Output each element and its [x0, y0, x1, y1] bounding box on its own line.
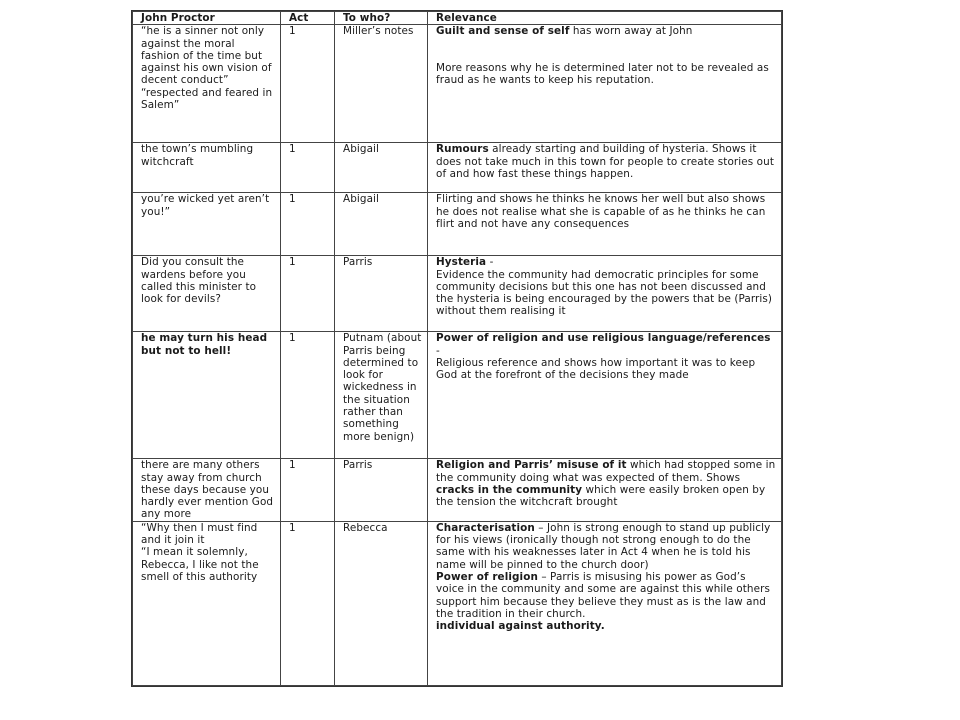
document-page — [131, 10, 783, 687]
act-cell: 1 — [281, 193, 335, 256]
relevance-cell — [428, 193, 782, 256]
relevance-text-2: More reasons why he is determined later not to be revealed as fraud as he wants to keep his reputation. — [436, 61, 769, 86]
act-cell: 1 — [281, 25, 335, 143]
relevance-theme: Guilt and sense of self — [436, 25, 570, 38]
quote-cell — [133, 332, 281, 459]
to-who-cell: Miller’s notes — [335, 25, 428, 143]
table-row — [133, 143, 782, 193]
relevance-text: – John is strong enough to stand up publicly for his views (ironically though not strong enough to do the same with his weaknesses later in Act 4 when he is told his name will be pinned to the church door) — [436, 521, 771, 571]
quote-cell: “he is a sinner not only against the moral fashion of the time but against his own vision of decent conduct” “respected and feared in Salem” — [133, 25, 281, 143]
header-john-proctor: John Proctor — [133, 12, 281, 25]
relevance-theme-2: Power of religion — [436, 570, 538, 583]
relevance-theme: Rumours — [436, 143, 489, 156]
relevance-cell — [428, 143, 782, 193]
relevance-cell — [428, 256, 782, 332]
relevance-theme-3: individual against authority. — [436, 620, 605, 633]
relevance-text: Flirting and shows he thinks he knows her well but also shows he does not realise what she is capable of as he thinks he can flirt and not have any consequences — [436, 193, 766, 230]
relevance-cell — [428, 521, 782, 685]
to-who-cell: Rebecca — [335, 521, 428, 685]
header-row — [133, 12, 782, 25]
table-row — [133, 193, 782, 256]
quote-cell: the town’s mumbling witchcraft — [133, 143, 281, 193]
quote-cell: Did you consult the wardens before you called this minister to look for devils? — [133, 256, 281, 332]
to-who-cell: Abigail — [335, 193, 428, 256]
relevance-cell — [428, 332, 782, 459]
relevance-text: - — [486, 256, 494, 269]
to-who-cell: Abigail — [335, 143, 428, 193]
table-row — [133, 459, 782, 521]
relevance-theme: Characterisation — [436, 521, 535, 534]
table-row — [133, 256, 782, 332]
act-cell: 1 — [281, 332, 335, 459]
relevance-text-2: Evidence the community had democratic principles for some community decisions but this one has not been discussed and the hysteria is being encouraged by the powers that be (Parris) without them realising it — [436, 268, 773, 318]
header-to-who: To who? — [335, 12, 428, 25]
relevance-theme: Power of religion and use religious language/references — [436, 332, 771, 345]
relevance-cell — [428, 459, 782, 521]
header-relevance: Relevance — [428, 12, 782, 25]
to-who-cell: Parris — [335, 256, 428, 332]
table-row — [133, 521, 782, 685]
act-cell: 1 — [281, 256, 335, 332]
quote-text: “Why then I must find and it join it — [141, 521, 258, 547]
act-cell: 1 — [281, 459, 335, 521]
relevance-text: has worn away at John — [569, 25, 693, 38]
table-row — [133, 25, 782, 143]
relevance-text-2: Religious reference and shows how important it was to keep God at the forefront of the decisions they made — [436, 356, 756, 382]
to-who-cell: Parris — [335, 459, 428, 521]
table-row — [133, 332, 782, 459]
quote-cell: there are many others stay away from church these days because you hardly ever mention God any more — [133, 459, 281, 521]
relevance-theme-2: cracks in the community — [436, 483, 583, 496]
relevance-text: which had stopped some in the community doing what was expected of them. Shows — [436, 459, 776, 484]
relevance-text-2: – Parris is misusing his power as God’s voice in the community and some are against this while others support him because they believe they must as is the law and the tradition in their church. — [436, 570, 770, 620]
act-cell: 1 — [281, 521, 335, 685]
quote-text-2: “I mean it solemnly, Rebecca, I like not the smell of this authority — [141, 546, 259, 583]
relevance-cell — [428, 25, 782, 143]
relevance-theme: Religion and Parris’ misuse of it — [436, 459, 627, 472]
quote-cell: you’re wicked yet aren’t you!” — [133, 193, 281, 256]
relevance-theme: Hysteria — [436, 256, 487, 269]
relevance-text: - — [436, 344, 440, 357]
to-who-cell: Putnam (about Parris being determined to look for wickedness in the situation rather than something more benign) — [335, 332, 428, 459]
header-act: Act — [281, 12, 335, 25]
act-cell: 1 — [281, 143, 335, 193]
relevance-text-2: which were easily broken open by the tension the witchcraft brought — [436, 483, 766, 509]
quote-cell — [133, 521, 281, 685]
quote-text: he may turn his head but not to hell! — [141, 332, 268, 357]
relevance-text: already starting and building of hysteria. Shows it does not take much in this town for people to create stories out of and how fast these things happen. — [436, 143, 774, 180]
analysis-table — [132, 11, 782, 686]
